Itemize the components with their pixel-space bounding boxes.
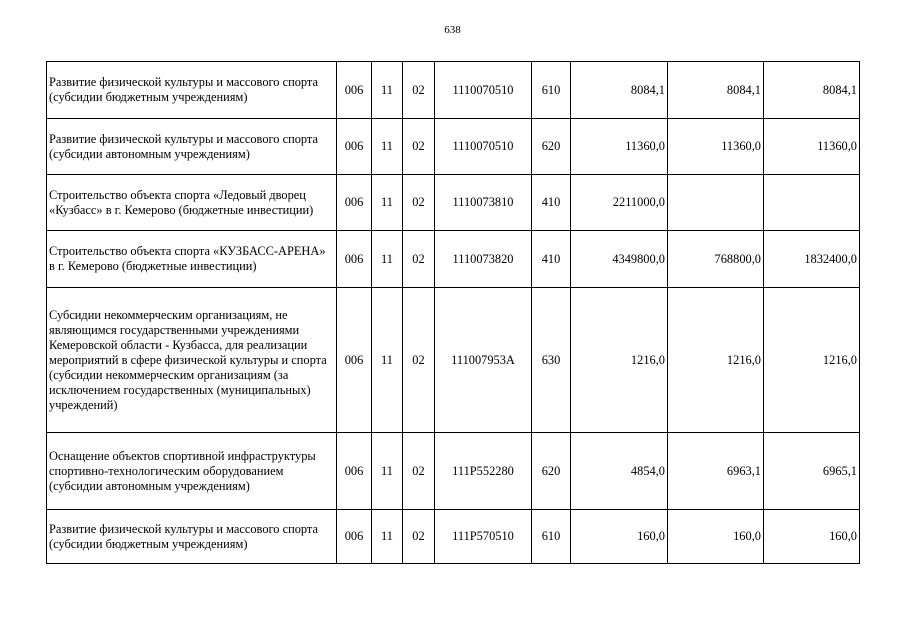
section-code: 11 [372, 175, 403, 231]
expense-type-code: 410 [532, 231, 571, 288]
row-description: Строительство объекта спорта «Ледовый дворец «Кузбасс» в г. Кемерово (бюджетные инвестиции) [47, 175, 337, 231]
amount-year-3: 11360,0 [764, 119, 860, 175]
section-code: 11 [372, 231, 403, 288]
ministry-code: 006 [337, 62, 372, 119]
amount-year-3: 1216,0 [764, 288, 860, 433]
ministry-code: 006 [337, 510, 372, 564]
amount-year-1: 160,0 [571, 510, 668, 564]
subsection-code: 02 [403, 175, 435, 231]
ministry-code: 006 [337, 175, 372, 231]
page-number: 638 [444, 24, 461, 36]
amount-year-3 [764, 175, 860, 231]
expense-type-code: 620 [532, 119, 571, 175]
amount-year-3: 8084,1 [764, 62, 860, 119]
expense-type-code: 620 [532, 433, 571, 510]
amount-year-2 [668, 175, 764, 231]
table-row [47, 288, 860, 433]
row-description: Развитие физической культуры и массового спорта (субсидии бюджетным учреждениям) [47, 510, 337, 564]
budget-table [46, 61, 860, 564]
section-code: 11 [372, 510, 403, 564]
expense-type-code: 610 [532, 510, 571, 564]
amount-year-2: 8084,1 [668, 62, 764, 119]
amount-year-3: 1832400,0 [764, 231, 860, 288]
target-article-code: 111P570510 [435, 510, 532, 564]
target-article-code: 1110070510 [435, 62, 532, 119]
amount-year-1: 2211000,0 [571, 175, 668, 231]
section-code: 11 [372, 433, 403, 510]
amount-year-1: 8084,1 [571, 62, 668, 119]
table-row [47, 62, 860, 119]
table-row [47, 175, 860, 231]
target-article-code: 111P552280 [435, 433, 532, 510]
amount-year-1: 1216,0 [571, 288, 668, 433]
table-row [47, 433, 860, 510]
subsection-code: 02 [403, 510, 435, 564]
row-description: Оснащение объектов спортивной инфраструктуры спортивно-технологическим оборудованием (субсидии автономным учреждениям) [47, 433, 337, 510]
row-description: Развитие физической культуры и массового спорта (субсидии автономным учреждениям) [47, 119, 337, 175]
subsection-code: 02 [403, 288, 435, 433]
amount-year-2: 160,0 [668, 510, 764, 564]
row-description: Развитие физической культуры и массового спорта (субсидии бюджетным учреждениям) [47, 62, 337, 119]
amount-year-1: 11360,0 [571, 119, 668, 175]
ministry-code: 006 [337, 119, 372, 175]
section-code: 11 [372, 62, 403, 119]
table-row [47, 231, 860, 288]
table-row [47, 510, 860, 564]
target-article-code: 1110070510 [435, 119, 532, 175]
subsection-code: 02 [403, 231, 435, 288]
target-article-code: 1110073820 [435, 231, 532, 288]
amount-year-3: 160,0 [764, 510, 860, 564]
amount-year-2: 6963,1 [668, 433, 764, 510]
subsection-code: 02 [403, 119, 435, 175]
target-article-code: 1110073810 [435, 175, 532, 231]
ministry-code: 006 [337, 433, 372, 510]
ministry-code: 006 [337, 231, 372, 288]
expense-type-code: 630 [532, 288, 571, 433]
amount-year-2: 11360,0 [668, 119, 764, 175]
section-code: 11 [372, 119, 403, 175]
subsection-code: 02 [403, 433, 435, 510]
amount-year-3: 6965,1 [764, 433, 860, 510]
subsection-code: 02 [403, 62, 435, 119]
amount-year-1: 4349800,0 [571, 231, 668, 288]
target-article-code: 111007953А [435, 288, 532, 433]
table-body [47, 62, 860, 564]
row-description: Субсидии некоммерческим организациям, не являющимся государственными учреждениями Кемеровской области - Кузбасса, для реализации мероприятий в сфере физической культуры и спорта (субсидии некоммерческим организациям (за исключением государственных (муниципальных) учреждений) [47, 288, 337, 433]
expense-type-code: 410 [532, 175, 571, 231]
table-row [47, 119, 860, 175]
expense-type-code: 610 [532, 62, 571, 119]
row-description: Строительство объекта спорта «КУЗБАСС-АРЕНА» в г. Кемерово (бюджетные инвестиции) [47, 231, 337, 288]
ministry-code: 006 [337, 288, 372, 433]
section-code: 11 [372, 288, 403, 433]
amount-year-2: 1216,0 [668, 288, 764, 433]
amount-year-1: 4854,0 [571, 433, 668, 510]
amount-year-2: 768800,0 [668, 231, 764, 288]
